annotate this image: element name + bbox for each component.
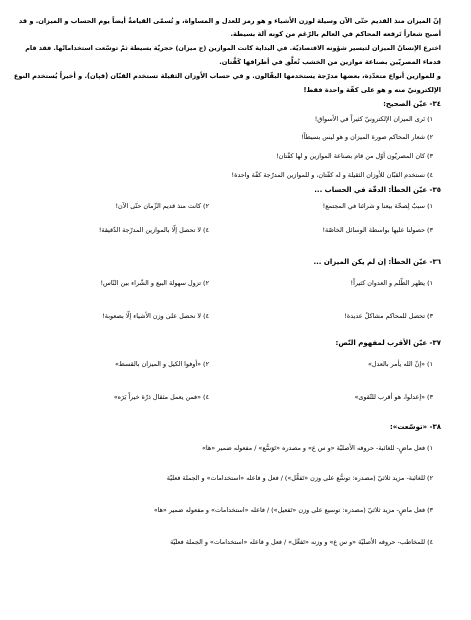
intro-line-5: و للموازين أنواع متعدّدة، بعضها مدرّجة يستخدمها البقّالون. و في حساب الأوزان الثقيلة تستخدم القبّان (قپان). و أخيراً يُستخدم النوع [13, 72, 441, 80]
intro-line-2: أصبح شعاراً تَرفعه المحاكم في العالم بالرّغم من كونه آلة بسيطة. [230, 30, 441, 38]
intro-line-1: إنّ الميزان منذ القديم حتّى الآن وسيلة لوزن الأشياء و هو رمز للعدل و المساواة، و تُسمّى القيامةُ أيضاً يوم الحساب و الميزان. و قد [18, 17, 441, 25]
question-35-option-3: ٣) حصولنا عليها بواسطة الوسائل الخاصّة! [322, 226, 433, 234]
question-35-option-2: ٢) كانت منذ قديم الزّمان حتّى الآن! [115, 202, 209, 210]
question-36-option-1: ١) يظهر الظّلم و العدوان كثيراً! [350, 279, 433, 287]
question-38-title: ٣٨- «توسّعت»: [390, 423, 441, 431]
question-36-option-4: ٤) لا نحصل على وزن الأشياء إلّا بصعوبة! [102, 312, 209, 320]
question-37-option-1: ١) «إنّ الله يأمر بالعدل» [367, 360, 433, 368]
intro-line-6: الإلكترونيّ منه و هو على كفّة واحدة فقط! [303, 86, 441, 94]
question-37-option-3: ٣) «إعدلوا، هو أقرب للتّقوى» [354, 393, 433, 401]
question-36-option-3: ٣) تحصل للمحاكم مشاكلُ عديدة! [344, 312, 433, 320]
question-34-title: ٣٤- عيّن الصحيح: [383, 100, 441, 108]
question-36-option-2: ٢) تزول سهولة البيع و الشّراء بين النّاس! [100, 279, 209, 287]
question-34-option-3: ٣) كان المصريّون أوّل من قام بصناعة الموازين و لها كفّتان! [276, 152, 433, 160]
question-35-option-4: ٤) لا تحصل إلّا بالموازين المدرّجة الدّقيقة! [98, 226, 209, 234]
intro-line-3: اخترع الإنسانُ الميزان لتيسير شؤونه الاقتصاديّة. في البداية كانت الموازين (ج ميزان) حجريّة بسيطة ثمّ توسّعت استخداماتُها. فقد قام [25, 44, 441, 52]
question-36-title: ٣٦- عيّن الخطأ: إن لم يكن الميزان ... [313, 258, 441, 266]
question-34-option-1: ١) نَرى الميزان الإلكترونيّ كثيراً في الأسواق! [314, 115, 433, 123]
question-38-option-1: ١) فعل ماضٍ- للغائبة- حروفه الأصليّة «و س ع» و مصدره «تَوَسُّع» / مفعوله ضمير «ها» [202, 444, 433, 452]
question-34-option-4: ٤) نستخدم القبّان للأوزان الثقيلة و له كفّتان، و للموازين المدرّجة كفّة واحدة! [231, 171, 433, 179]
question-37-option-4: ٤) «فمن يعمل مثقال ذرّة خيراً يَرَه» [113, 393, 209, 401]
question-35-title: ٣٥- عيّن الخطأ: الدقّة في الحساب ... [314, 186, 441, 194]
question-35-option-1: ١) سببٌ لِصحّة بيعنا و شرائنا في المجتمع! [322, 202, 433, 210]
question-38-option-3: ٣) فعل ماضٍ- مزيد ثلاثيّ (مصدره: توسيع على وزن «تَفعيل») / فاعله «استخدامات» و مفعوله ضمير «ها» [153, 506, 433, 514]
question-38-option-2: ٢) للغائبة- مزيد ثلاثيّ (مصدره: توسُّع على وزن «تَفعُّل») / فعل و فاعله «استخدامات» و الجملة فعليّة [166, 474, 433, 482]
question-37-title: ٣٧- عيّن الأقرب لمفهوم النّص: [335, 339, 441, 347]
question-38-option-4: ٤) للمخاطب- حروفه الأصليّة «و س ع» و وزنه «تَفعَّل» / فعل و فاعله «استخدامات» و الجملة فعليّة [170, 538, 433, 546]
question-34-option-2: ٢) شعار المحاكم صورة الميزان و هو ليس بسيطاً! [301, 133, 433, 141]
intro-line-4: قدماء المصريّين بصناعة موازين من الخشب تُعلَّق في أطرافها كَفَّتان. [219, 58, 441, 66]
question-37-option-2: ٢) «أوفوا الكيل و الميزان بالقسط» [114, 360, 209, 368]
